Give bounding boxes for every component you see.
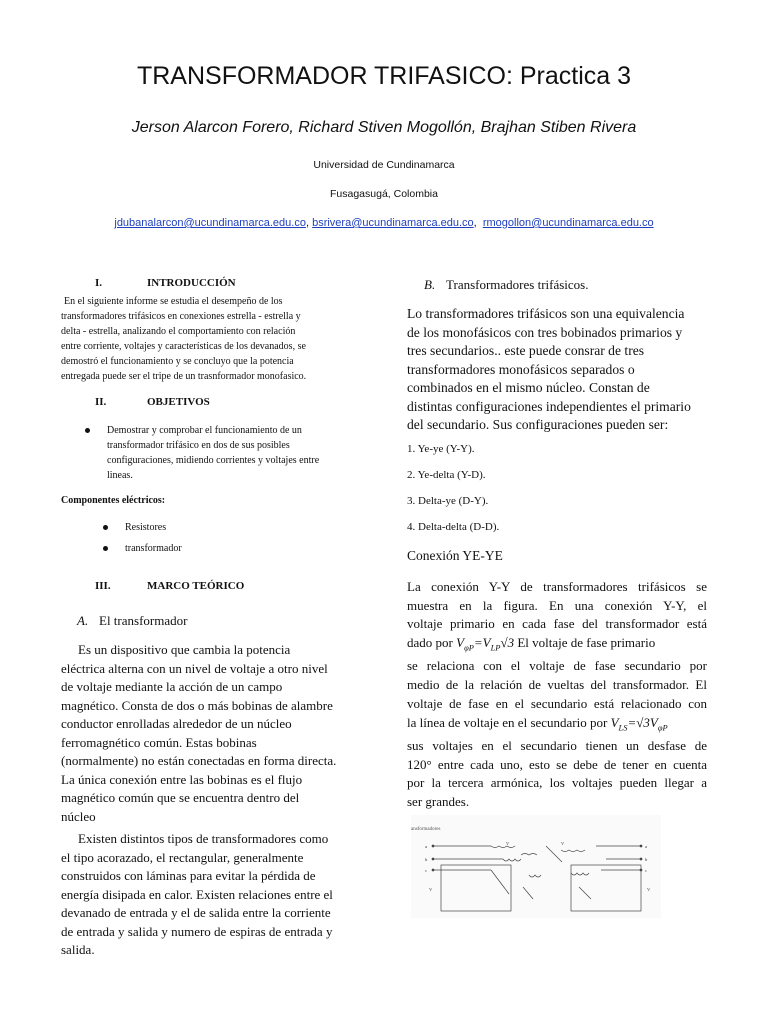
subsection-heading-trifasicos	[424, 277, 589, 293]
author-list: Jerson Alarcon Forero, Richard Stiven Mogollón, Brajhan Stiben Rivera	[131, 119, 637, 136]
intro-paragraph	[61, 294, 361, 384]
text-fragment: El voltaje de fase primario	[517, 635, 656, 651]
subsection-title: El transformador	[99, 613, 188, 628]
section-title: OBJETIVOS	[147, 396, 210, 408]
config-item: 3. Delta-ye (D-Y).	[407, 495, 489, 507]
paper-title: TRANSFORMADOR TRIFASICO: Practica 3	[136, 62, 632, 90]
email-list: jdubanalarcon@ucundinamarca.edu.co, bsrivera@ucundinamarca.edu.co, rmogollon@ucundinamarca.edu.co	[114, 217, 654, 229]
text-line: salida.	[61, 942, 95, 957]
svg-text:a: a	[645, 844, 647, 849]
yeye-paragraph	[407, 578, 707, 812]
svg-text:V: V	[506, 841, 510, 846]
trifasicos-paragraph	[407, 305, 717, 435]
email-link[interactable]: jdubanalarcon@ucundinamarca.edu.co	[114, 217, 306, 229]
text-line: La única conexión entre las bobinas es el flujo	[61, 771, 303, 787]
text-line: del secundario. Sus configuraciones pueden ser:	[407, 417, 669, 432]
text-fragment: dado por	[407, 635, 453, 651]
svg-text:b: b	[645, 857, 648, 862]
affiliation: Universidad de Cundinamarca	[313, 159, 455, 171]
svg-text:V: V	[647, 887, 651, 892]
component-label: Resistores	[125, 522, 167, 533]
subsection-heading-transformador	[77, 613, 187, 629]
subsection-letter: B.	[424, 277, 436, 292]
text-line: energía disipada en calor. Existen relaciones entre el	[61, 886, 333, 902]
transformer-paragraph	[61, 641, 361, 826]
text-line: sus voltajes en el secundario tienen un desfase de	[407, 737, 707, 753]
components-heading: Componentes eléctricos:	[61, 495, 166, 506]
section-number: II.	[95, 396, 107, 408]
formula: $V_{LS}=√3V_{\varphi P}$	[610, 714, 668, 733]
text-line: eléctrica alterna con un nivel de voltaje a otro nivel	[61, 660, 328, 676]
text-line: transformadores monofásicos separados o	[407, 361, 635, 377]
config-item: 1. Ye-ye (Y-Y).	[407, 443, 475, 455]
text-line: se relaciona con el voltaje de fase secundario por	[407, 658, 707, 674]
figure-label: V	[429, 887, 433, 892]
text-line: Existen distintos tipos de transformadores como	[78, 831, 329, 846]
transformer-types-paragraph	[61, 830, 361, 960]
text-line: el tipo acorazado, el rectangular, generalmente	[61, 849, 304, 865]
section-title: INTRODUCCIÓN	[147, 277, 236, 289]
bullet-icon	[103, 546, 108, 551]
text-line: voltaje de fase en el secundario está relacionado con	[407, 695, 707, 711]
text-line: (normalmente) no están conectadas en forma directa.	[61, 753, 337, 768]
component-label: transformador	[125, 543, 182, 554]
text-line: de voltaje mediante la acción de un campo	[61, 679, 283, 694]
text-line: En el siguiente informe se estudia el desempeño de los	[64, 296, 283, 307]
text-line: conductor enrolladas alrededor de un núcleo	[61, 716, 292, 731]
text-line: distintas configuraciones independientes el primario	[407, 398, 691, 414]
text-line: devanado de entrada y el de salida entre la corriente	[61, 905, 331, 920]
objective-item	[107, 423, 367, 483]
text-line-formula	[407, 714, 707, 737]
svg-text:c: c	[425, 868, 427, 873]
text-line: combinados en el mismo núcleo. Constan de	[407, 380, 650, 395]
text-line: núcleo	[61, 808, 96, 824]
text-line: entre corriente, voltajes y características de los devanados, se	[61, 341, 306, 352]
formula: $V_{\varphi P}=V_{LP}√3$	[456, 635, 515, 653]
text-line: por la tercera armónica, los voltajes pueden llegar a	[407, 775, 707, 791]
svg-text:b: b	[425, 857, 428, 862]
section-heading-intro	[95, 277, 236, 289]
text-line: delta - estrella, analizando el comportamiento con relación	[61, 326, 296, 337]
svg-text:V: V	[561, 841, 565, 846]
component-item	[125, 541, 182, 556]
svg-text:a: a	[425, 844, 427, 849]
text-line: Demostrar y comprobar el funcionamiento de un	[107, 425, 302, 436]
figure-caption: ansformadores	[411, 827, 441, 832]
text-line: lineas.	[107, 470, 133, 481]
text-line: de entrada y salida y numero de espiras de entrada y	[61, 923, 333, 939]
config-item: 4. Delta-delta (D-D).	[407, 521, 500, 533]
text-line: Es un dispositivo que cambia la potencia	[78, 642, 291, 657]
email-link[interactable]: rmogollon@ucundinamarca.edu.co	[482, 217, 654, 229]
section-number: I.	[95, 277, 103, 289]
text-line: medio de la relación de vueltas del transformador. El	[407, 677, 707, 693]
bullet-icon	[85, 428, 90, 433]
subsection-letter: A.	[77, 613, 89, 628]
email-link[interactable]: bsrivera@ucundinamarca.edu.co	[312, 217, 474, 229]
text-line: entregada puede ser el tripe de un trasnformador monofasico.	[61, 371, 307, 382]
text-line: La conexión Y-Y de transformadores trifásicos se	[407, 579, 707, 594]
circuit-diagram	[411, 815, 661, 918]
text-line: transformador trifásico en dos de sus posibles	[107, 440, 290, 451]
text-line: transformadores trifásicos en conexiones estrella - estrella y	[61, 311, 301, 322]
text-line: ferromagnético común. Estas bobinas	[61, 734, 257, 750]
text-line: muestra en la figura. En una conexión Y-Y, el	[407, 597, 707, 613]
yeye-heading: Conexión YE-YE	[407, 548, 503, 563]
location: Fusagasugá, Colombia	[330, 188, 438, 200]
text-line: demostró el funcionamiento y se concluyo que la potencia	[61, 356, 294, 367]
section-heading-objetivos	[95, 396, 210, 408]
section-title: MARCO TEÓRICO	[147, 580, 245, 592]
text-line: construidos con láminas para evitar la pérdida de	[61, 868, 316, 883]
section-heading-marco	[95, 580, 244, 592]
text-line: tres secundarios.. este puede consrar de tres	[407, 343, 645, 358]
text-line: ser grandes.	[407, 793, 470, 809]
text-line-formula	[407, 634, 707, 657]
text-line: magnético común que se encuentra dentro del	[61, 790, 300, 805]
svg-text:c: c	[645, 868, 647, 873]
yeye-connection-figure	[411, 815, 661, 918]
text-line: Lo transformadores trifásicos son una equivalencia	[407, 306, 685, 321]
config-item: 2. Ye-delta (Y-D).	[407, 469, 486, 481]
text-line: 120° entre cada uno, esto se debe de tener en cuenta	[407, 756, 707, 772]
component-item	[125, 520, 166, 535]
text-line: de los monofásicos con tres bobinados primarios y	[407, 324, 683, 340]
text-line: magnético. Consta de dos o más bobinas de alambre	[61, 697, 333, 713]
text-fragment: la línea de voltaje en el secundario por	[407, 714, 608, 730]
bullet-icon	[103, 525, 108, 530]
text-line: voltaje primario en cada fase del transformador está	[407, 616, 707, 632]
subsection-title: Transformadores trifásicos.	[446, 277, 589, 292]
text-line: configuraciones, midiendo corrientes y voltajes entre	[107, 455, 320, 466]
section-number: III.	[95, 580, 111, 592]
